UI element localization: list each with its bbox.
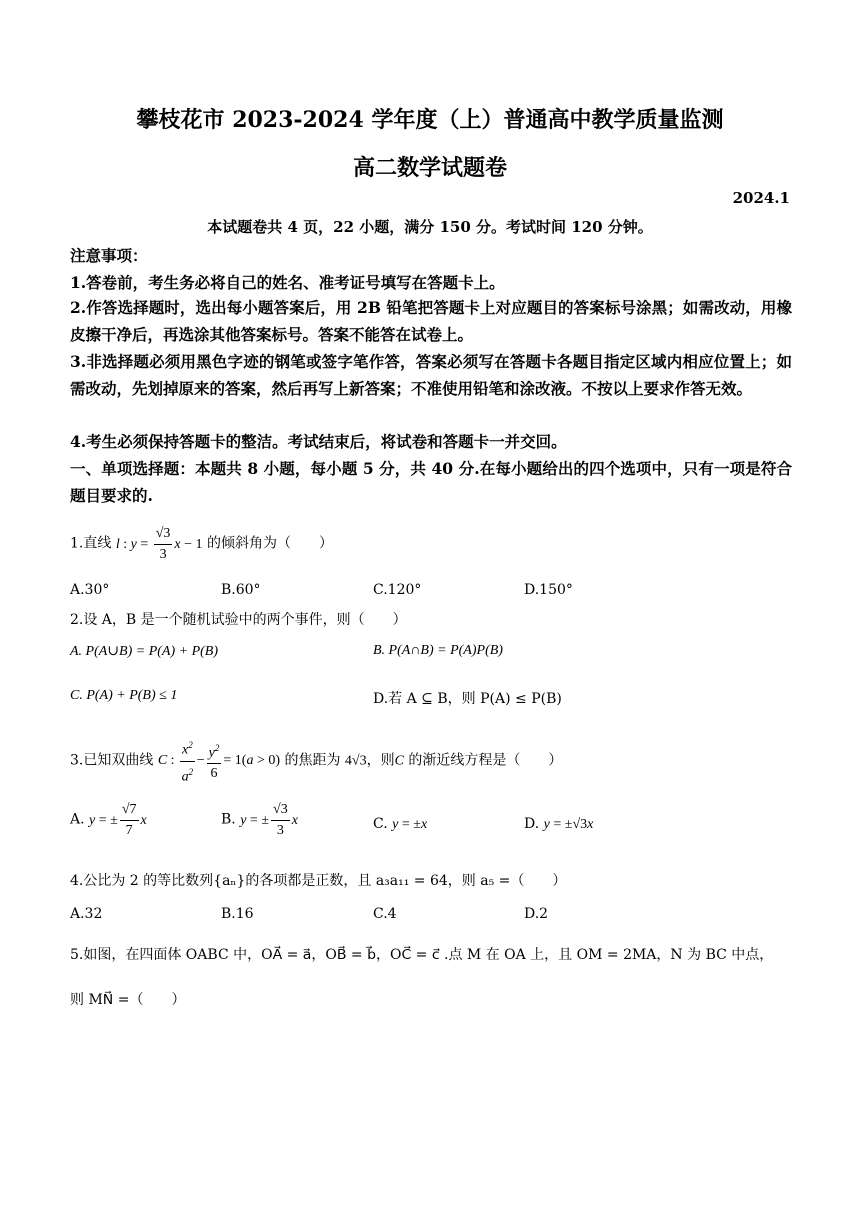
q2-option-c: C. P(A) + P(B) ≤ 1 — [70, 688, 178, 703]
q1-option-b: B.60° — [221, 582, 261, 598]
question-4: 4.公比为 2 的等比数列{aₙ}的各项都是正数，且 a₃a₁₁ = 64，则 a₅ =（ ） — [70, 873, 567, 889]
exam-info: 本试题卷共 4 页，22 小题，满分 150 分。考试时间 120 分钟。 — [207, 218, 653, 236]
question-3 — [70, 735, 562, 787]
q3-mid: 的焦距为 — [284, 752, 341, 769]
q3-option-d: D. y = ±√3x — [524, 816, 594, 832]
question-5-line-1: 5.如图，在四面体 OABC 中，OA⃗ = a⃗，OB⃗ = b⃗，OC⃗ = c⃗ .点 M 在 OA 上，且 OM = 2MA，N 为 BC 中点， — [70, 947, 774, 963]
notice-item-4: 4.考生必须保持答题卡的整洁。考试结束后，将试卷和答题卡一并交回。 — [70, 432, 567, 451]
q2-option-a: A. P(A∪B) = P(A) + P(B) — [70, 644, 219, 659]
q3-option-a: A. y = ± $\frac{√7}{7}$ x — [70, 802, 147, 838]
exam-subtitle: 高二数学试题卷 — [352, 155, 507, 181]
q3-formula: C : $\frac{x^2}{a^2}$ − $\frac{y^2}{6}$ = 1(a > 0) — [158, 753, 280, 768]
q1-option-d: D.150° — [524, 582, 573, 598]
q1-option-c: C.120° — [373, 582, 422, 598]
q1-formula: l : y = $\frac{√3}{3}$ x − 1 — [115, 526, 203, 562]
notice-item-2: 2.作答选择题时，选出每小题答案后，用 2B 铅笔把答题卡上对应题目的答案标号涂黑；如需改动，用橡皮擦干净后，再选涂其他答案标号。答案不能答在试卷上。 — [70, 298, 792, 344]
q3-focal: 4√3 — [344, 753, 367, 769]
q1-prefix: 1.直线 — [70, 535, 112, 552]
q3-mid2: ，则 — [366, 752, 395, 769]
question-5-line-2: 则 MN⃗ =（ ） — [70, 992, 186, 1008]
q4-option-c: C.4 — [373, 906, 397, 922]
exam-date: 2024.1 — [732, 189, 790, 207]
q1-option-a: A.30° — [70, 582, 110, 598]
q3-c-symbol: C — [394, 753, 404, 769]
question-1 — [70, 524, 333, 565]
q4-option-b: B.16 — [221, 906, 254, 922]
q3-prefix: 3.已知双曲线 — [70, 752, 154, 769]
notice-item-3: 3.非选择题必须用黑色字迹的钢笔或签字笔作答，答案必须写在答题卡各题目指定区域内相应位置上；如需改动，先划掉原来的答案，然后再写上新答案；不准使用铅笔和涂改液。不按以上要求作答无效。 — [70, 352, 792, 398]
question-2: 2.设 A，B 是一个随机试验中的两个事件，则（ ） — [70, 612, 407, 628]
notice-title: 注意事项： — [70, 246, 148, 265]
q4-option-a: A.32 — [70, 906, 103, 922]
section-1-heading: 一、单项选择题：本题共 8 小题，每小题 5 分，共 40 分.在每小题给出的四个选项中，只有一项是符合题目要求的. — [70, 459, 792, 505]
q1-suffix: 的倾斜角为（ ） — [206, 535, 333, 552]
notice-item-1: 1.答卷前，考生务必将自己的姓名、准考证号填写在答题卡上。 — [70, 273, 505, 292]
q3-suffix: 的渐近线方程是（ ） — [408, 752, 563, 769]
q3-option-c: C. y = ±x — [373, 816, 428, 832]
exam-title: 攀枝花市 2023-2024 学年度（上）普通高中教学质量监测 — [136, 107, 724, 133]
q3-option-b: B. y = ± $\frac{√3}{3}$ x — [221, 802, 298, 838]
q2-option-b: B. P(A∩B) = P(A)P(B) — [373, 643, 503, 658]
q4-option-d: D.2 — [524, 906, 549, 922]
q2-option-d: D.若 A ⊆ B，则 P(A) ≤ P(B) — [373, 691, 562, 707]
